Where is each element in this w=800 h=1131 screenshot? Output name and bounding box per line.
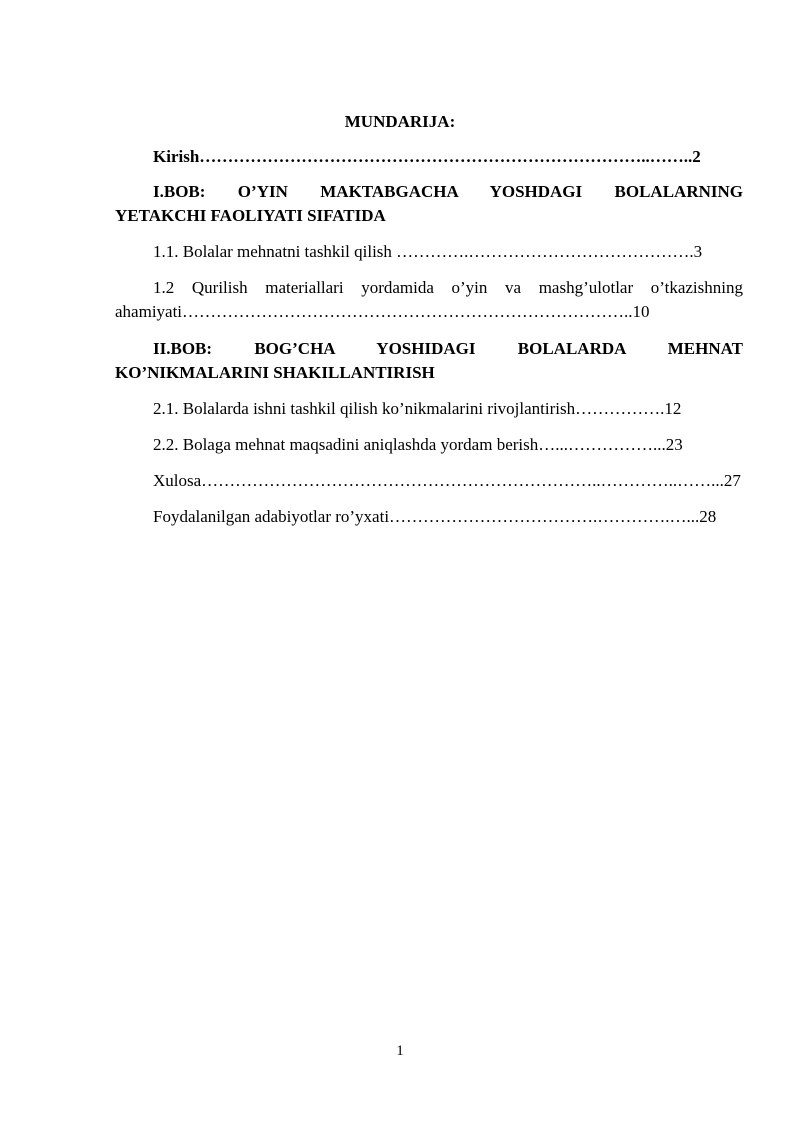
toc-chapter-2-line-1[interactable] bbox=[115, 337, 743, 361]
toc-entry-intro[interactable]: Kirish……………………………………………………………………..……..2 bbox=[153, 147, 701, 166]
toc-chapter-2-text: II.BOB: BOG’CHA YOSHIDAGI BOLALARDA MEHNAT bbox=[153, 339, 743, 358]
toc-chapter-2-line-2[interactable]: KO’NIKMALARINI SHAKILLANTIRISH bbox=[115, 363, 435, 382]
toc-entry-1-2-line-2[interactable]: ahamiyati……………………………………………………………………..10 bbox=[115, 302, 650, 321]
toc-entry-1-1[interactable]: 1.1. Bolalar mehnatni tashkil qilish ………….………………………………….3 bbox=[153, 242, 703, 261]
toc-entry-1-2-text: 1.2 Qurilish materiallari yordamida o’yin va mashg’ulotlar o’tkazishning bbox=[153, 278, 743, 297]
toc-chapter-1-line-1[interactable] bbox=[115, 180, 743, 204]
toc-entry-references[interactable]: Foydalanilgan adabiyotlar ro’yxati……………………………….………….…...28 bbox=[153, 507, 717, 526]
page-number: 1 bbox=[396, 1043, 404, 1059]
toc-entry-1-2-line-1[interactable] bbox=[115, 276, 743, 300]
toc-heading: MUNDARIJA: bbox=[344, 112, 456, 131]
toc-chapter-1-line-2[interactable]: YETAKCHI FAOLIYATI SIFATIDA bbox=[115, 206, 386, 225]
toc-entry-2-1[interactable]: 2.1. Bolalarda ishni tashkil qilish ko’nikmalarini rivojlantirish…………….12 bbox=[153, 399, 682, 418]
toc-chapter-1-text: I.BOB: O’YIN MAKTABGACHA YOSHDAGI BOLALARNING bbox=[153, 182, 743, 201]
toc-entry-conclusion[interactable]: Xulosa……………………………………………………………..…………..……...27 bbox=[153, 471, 741, 490]
toc-entry-2-2[interactable]: 2.2. Bolaga mehnat maqsadini aniqlashda yordam berish…...……………...23 bbox=[153, 435, 683, 454]
